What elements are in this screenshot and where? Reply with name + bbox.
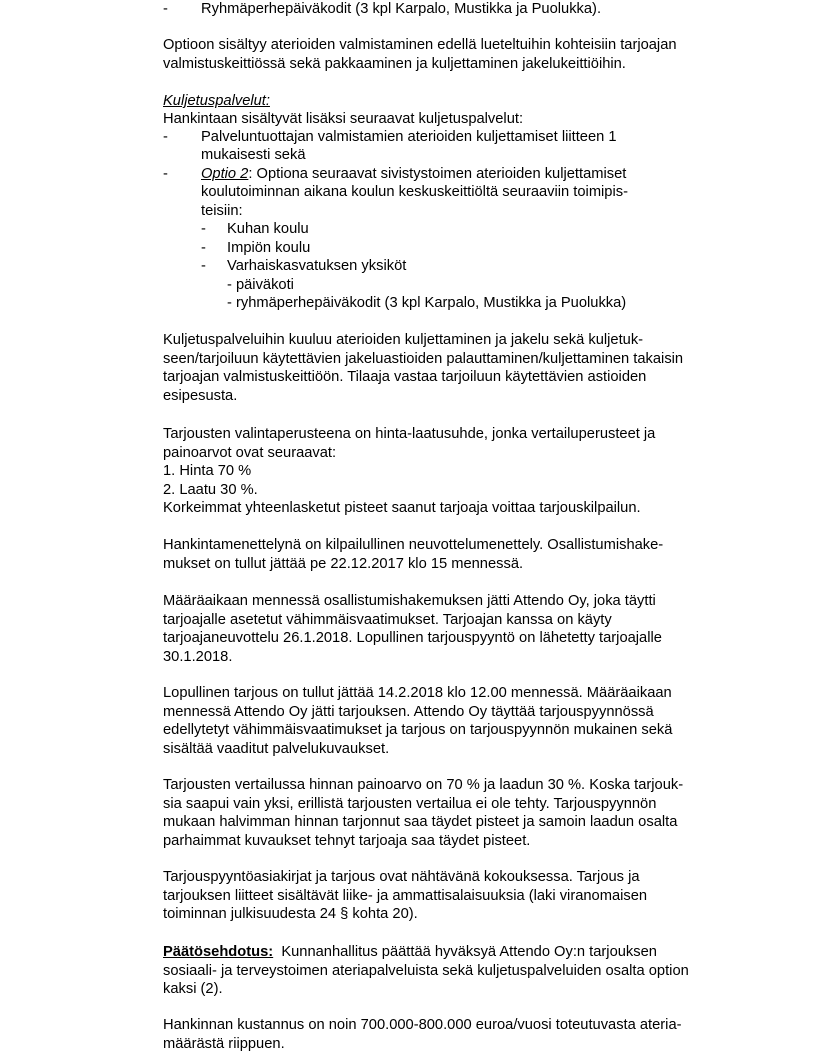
text-line: määrästä riippuen. — [163, 1035, 285, 1052]
paragraph-option-intro — [163, 36, 733, 73]
sub-list-item: - Impiön koulu — [201, 240, 311, 256]
paragraph-comparison — [163, 776, 733, 850]
paragraph-transport-services — [163, 331, 733, 405]
text-line: sosiaali- ja terveystoimen ateriapalveluista sekä kuljetuspalveluiden osalta option — [163, 962, 689, 979]
paragraph-procedure — [163, 536, 733, 573]
sub-list-item-text: Impiön koulu — [227, 240, 311, 256]
text-line: mukaan halvimman hinnan tarjonnut saa täydet pisteet ja samoin laadun osalta — [163, 814, 678, 831]
text-line: parhaimmat kuvaukset tehnyt tarjoaja saa täydet pisteet. — [163, 832, 531, 849]
text-line: Hankintamenettelynä on kilpailullinen neuvottelumenettely. Osallistumishake- — [163, 537, 664, 553]
list-item: - Ryhmäperhepäiväkodit (3 kpl Karpalo, Mustikka ja Puolukka). — [163, 1, 602, 17]
text-line: 2. Laatu 30 %. — [163, 481, 258, 498]
list-item-text: koulutoiminnan aikana koulun keskuskeittiöltä seuraaviin toimipis- — [201, 184, 628, 200]
text-line: Tarjouspyyntöasiakirjat ja tarjous ovat nähtävänä kokouksessa. Tarjous ja — [163, 869, 640, 885]
text-line: esipesusta. — [163, 387, 238, 404]
paragraph-criteria — [163, 425, 733, 518]
text-line: tarjouksen liitteet sisältävät liike- ja ammattisalaisuuksia (laki viranomaisen — [163, 887, 648, 904]
sub-list-item: - Kuhan koulu — [201, 221, 309, 237]
unit-item: - ryhmäperhepäiväkodit (3 kpl Karpalo, Mustikka ja Puolukka) — [227, 295, 627, 311]
list-item-text: mukaisesti sekä — [201, 147, 306, 163]
text-line: sisältää vaaditut palvelukuvaukset. — [163, 740, 390, 757]
paragraph-final-offer — [163, 684, 733, 758]
sub-list-item-text: Kuhan koulu — [227, 221, 309, 237]
paragraph-documents — [163, 868, 733, 924]
option-label: Optio 2 — [201, 166, 249, 182]
decision-first-line — [163, 943, 733, 962]
transport-heading — [163, 92, 733, 111]
text-line: Kunnanhallitus päättää hyväksyä Attendo Oy:n tarjouksen — [273, 944, 657, 960]
section-heading: Kuljetuspalvelut: — [163, 93, 270, 109]
text-line: 30.1.2018. — [163, 648, 233, 665]
text-line: mukset on tullut jättää pe 22.12.2017 klo 15 mennessä. — [163, 555, 524, 572]
list-item-text: Ryhmäperhepäiväkodit (3 kpl Karpalo, Mustikka ja Puolukka). — [201, 1, 602, 17]
text-line: tarjoajalle asetetut vähimmäisvaatimukset. Tarjoajan kanssa on käyty — [163, 611, 612, 628]
text-line: tarjoajaneuvottelu 26.1.2018. Lopullinen tarjouspyyntö on lähetetty tarjoajalle — [163, 630, 662, 647]
text-line: mennessä Attendo Oy jätti tarjouksen. Attendo Oy täyttää tarjouspyynnössä — [163, 703, 654, 720]
list-item: - Palveluntuottajan valmistamien aterioiden kuljettamiset liitteen 1 — [163, 129, 617, 145]
text-line: painoarvot ovat seuraavat: — [163, 444, 337, 461]
sub-list-item: - Varhaiskasvatuksen yksiköt — [201, 258, 407, 274]
list-item-text: teisiin: — [201, 203, 243, 219]
paragraph-deadline — [163, 592, 733, 666]
text-line: tarjoajan valmistuskeittiöön. Tilaaja vastaa tarjoiluun käytettävien astioiden — [163, 369, 647, 386]
text-line: toiminnan julkisuudesta 24 § kohta 20). — [163, 906, 418, 923]
text-line: Tarjousten valintaperusteena on hinta-laatusuhde, jonka vertailuperusteet ja — [163, 426, 656, 442]
text-line: seen/tarjoiluun käytettävien jakeluastioiden palauttaminen/kuljettaminen takaisin — [163, 350, 684, 367]
text-line: edellytetyt vähimmäisvaatimukset ja tarjous on tarjouspyynnön mukainen sekä — [163, 722, 673, 739]
transport-intro: Hankintaan sisältyvät lisäksi seuraavat kuljetuspalvelut: — [163, 111, 524, 127]
list-item-text: Palveluntuottajan valmistamien aterioiden kuljettamiset liitteen 1 — [201, 129, 617, 145]
text-line: 1. Hinta 70 % — [163, 463, 252, 480]
text-line: Korkeimmat yhteenlasketut pisteet saanut tarjoaja voittaa tarjouskilpailun. — [163, 500, 641, 517]
list-item-text: : Optiona seuraavat sivistystoimen aterioiden kuljettamiset — [248, 166, 627, 182]
unit-item: - päiväkoti — [227, 277, 294, 293]
text-line: Lopullinen tarjous on tullut jättää 14.2.2018 klo 12.00 mennessä. Määräaikaan — [163, 685, 672, 701]
text-line: Hankinnan kustannus on noin 700.000-800.000 euroa/vuosi toteutuvasta ateria- — [163, 1017, 682, 1033]
list-item: - Optio 2: Optiona seuraavat sivistystoimen aterioiden kuljettamiset — [163, 166, 627, 182]
text-line: Optioon sisältyy aterioiden valmistaminen edellä lueteltuihin kohteisiin tarjoajan — [163, 37, 677, 53]
text-line: Tarjousten vertailussa hinnan painoarvo on 70 % ja laadun 30 %. Koska tarjouk- — [163, 777, 684, 793]
text-line: Määräaikaan mennessä osallistumishakemuksen jätti Attendo Oy, joka täytti — [163, 593, 656, 609]
text-line: kaksi (2). — [163, 981, 223, 998]
decision-label: Päätösehdotus: — [163, 944, 274, 960]
paragraph-cost — [163, 1016, 733, 1053]
paragraph-decision — [163, 943, 733, 999]
text-line: valmistuskeittiössä sekä pakkaaminen ja kuljettaminen jakelukeittiöihin. — [163, 55, 626, 72]
text-line: Kuljetuspalveluihin kuuluu aterioiden kuljettaminen ja jakelu sekä kuljetuk- — [163, 332, 644, 348]
sub-list-item-text: Varhaiskasvatuksen yksiköt — [227, 258, 407, 274]
text-line: sia saapui vain yksi, erillistä tarjousten vertailua ei ole tehty. Tarjouspyynnön — [163, 795, 657, 812]
